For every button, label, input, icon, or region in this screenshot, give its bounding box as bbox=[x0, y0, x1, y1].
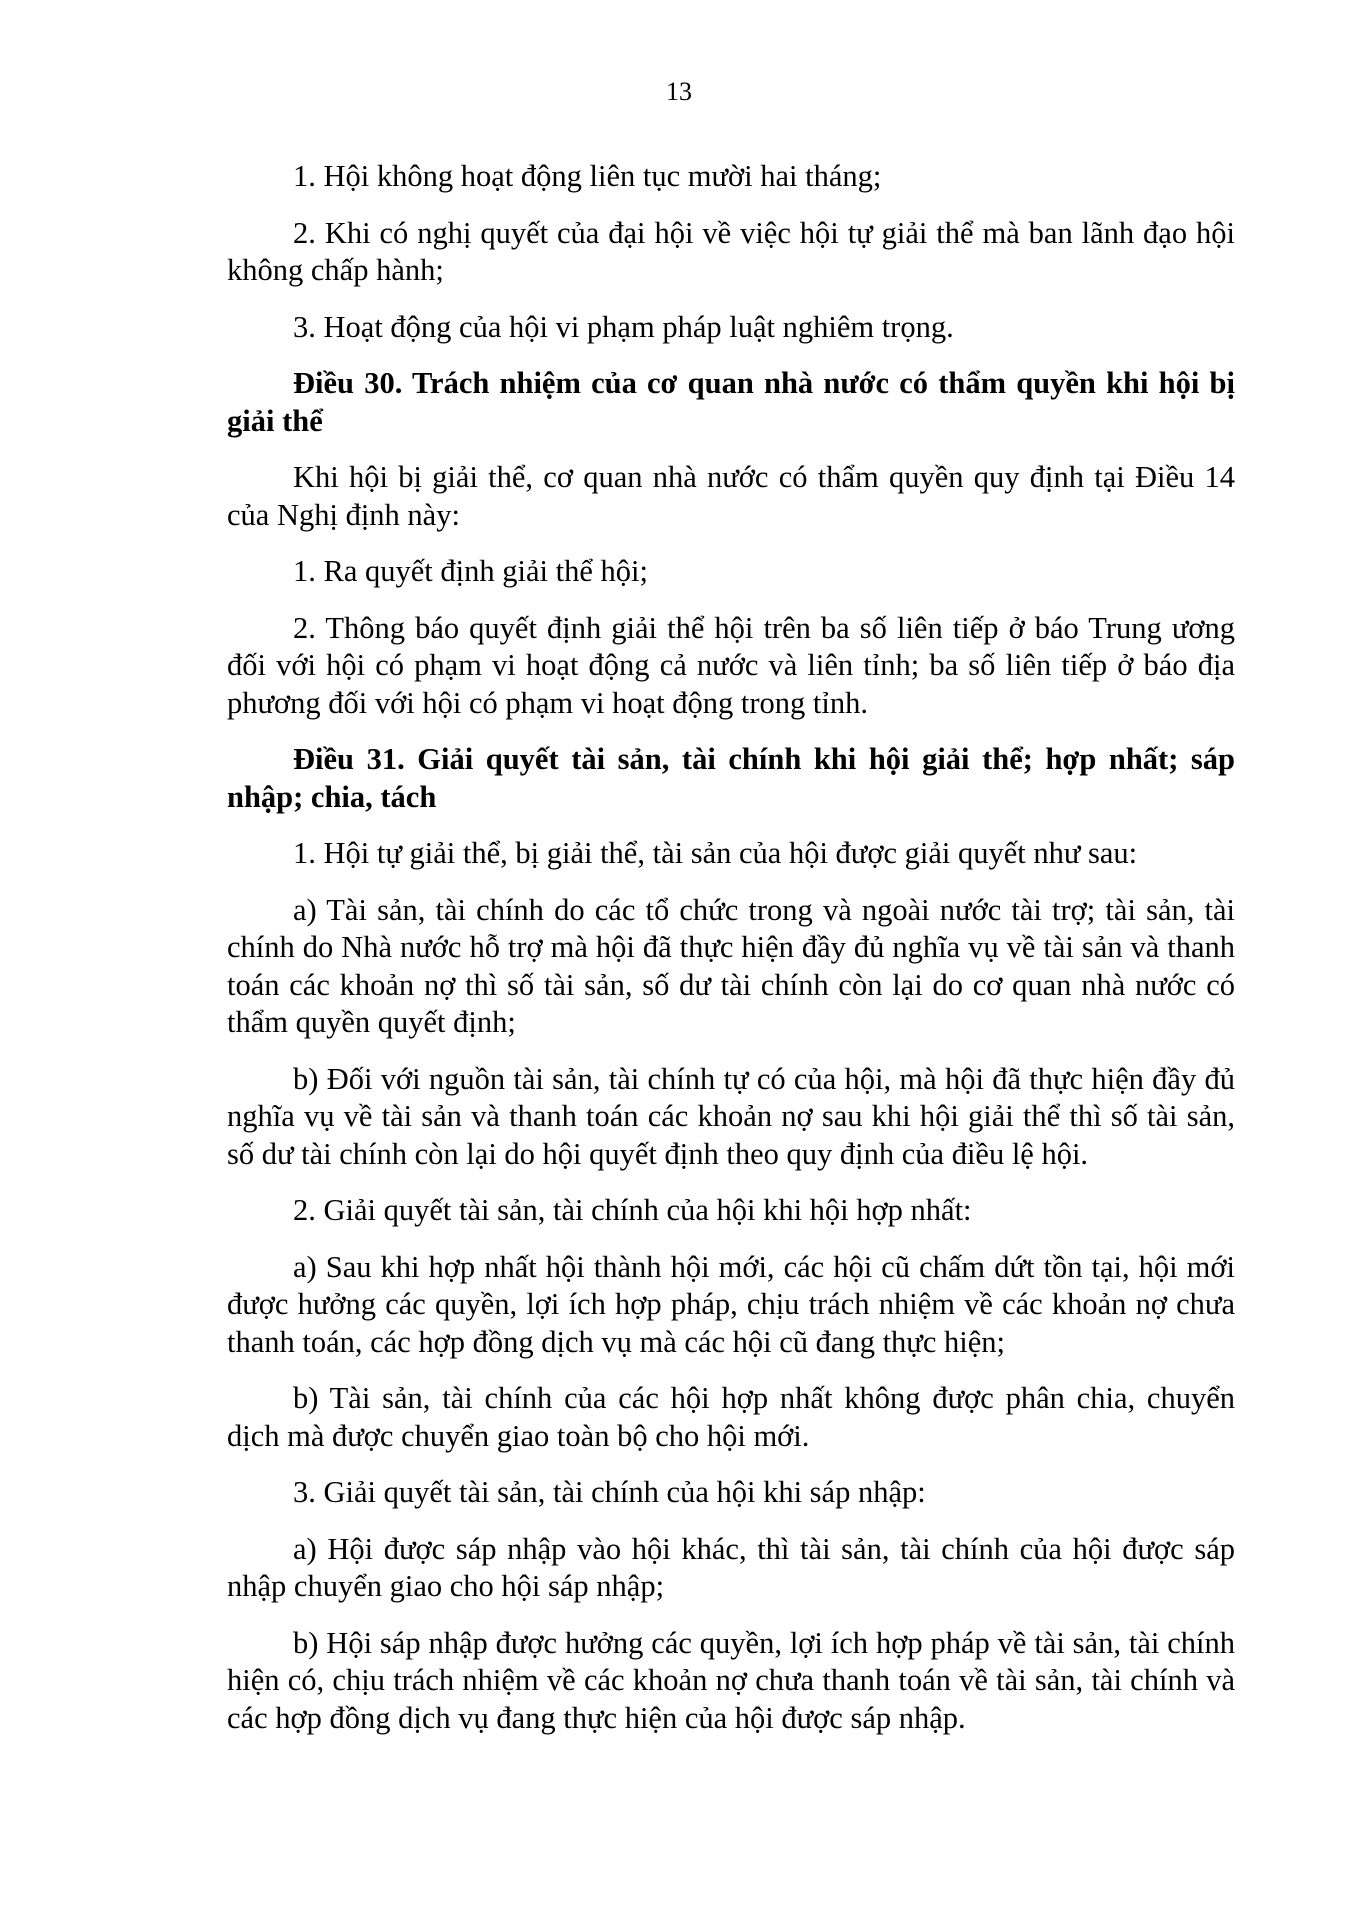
paragraph-article-31-item-1: 1. Hội tự giải thể, bị giải thể, tài sản của hội được giải quyết như sau: bbox=[293, 836, 1138, 870]
paragraph-article-30-intro: Khi hội bị giải thể, cơ quan nhà nước có thẩm quyền quy định tại Điều 14 của Nghị định này: bbox=[227, 460, 1235, 532]
article-30-heading: Điều 30. Trách nhiệm của cơ quan nhà nước có thẩm quyền khi hội bị giải thể bbox=[227, 366, 1235, 438]
paragraph-article-30-item-2: 2. Thông báo quyết định giải thể hội trên ba số liên tiếp ở báo Trung ương đối với hội có phạm vi hoạt động cả nước và liên tỉnh; ba số liên tiếp ở báo địa phương đối với hội có phạm vi hoạt động trong tỉnh. bbox=[227, 610, 1235, 720]
article-31-heading: Điều 31. Giải quyết tài sản, tài chính khi hội giải thể; hợp nhất; sáp nhập; chia, tách bbox=[227, 742, 1235, 814]
paragraph-article-31-item-3: 3. Giải quyết tài sản, tài chính của hội khi sáp nhập: bbox=[293, 1475, 926, 1509]
paragraph-article-30-item-1: 1. Ra quyết định giải thể hội; bbox=[293, 554, 648, 588]
paragraph-clause-3: 3. Hoạt động của hội vi phạm pháp luật nghiêm trọng. bbox=[293, 309, 954, 344]
paragraph-clause-2: 2. Khi có nghị quyết của đại hội về việc hội tự giải thể mà ban lãnh đạo hội không chấp hành; bbox=[227, 215, 1235, 287]
paragraph-clause-1: 1. Hội không hoạt động liên tục mười hai tháng; bbox=[293, 159, 882, 193]
paragraph-article-31-item-3a: a) Hội được sáp nhập vào hội khác, thì tài sản, tài chính của hội được sáp nhập chuyển giao cho hội sáp nhập; bbox=[227, 1531, 1235, 1603]
paragraph-article-31-item-3b: b) Hội sáp nhập được hưởng các quyền, lợi ích hợp pháp về tài sản, tài chính hiện có, chịu trách nhiệm về các khoản nợ chưa thanh toán về tài sản, tài chính và các hợp đồng dịch vụ đang thực hiện của hội được sáp nhập. bbox=[227, 1625, 1235, 1735]
document-body bbox=[227, 158, 1235, 1756]
paragraph-article-31-item-2b: b) Tài sản, tài chính của các hội hợp nhất không được phân chia, chuyển dịch mà được chuyển giao toàn bộ cho hội mới. bbox=[227, 1381, 1235, 1453]
paragraph-article-31-item-1b: b) Đối với nguồn tài sản, tài chính tự có của hội, mà hội đã thực hiện đầy đủ nghĩa vụ về tài sản và thanh toán các khoản nợ sau khi hội giải thể thì số tài sản, số dư tài chính còn lại do hội quyết định theo quy định của điều lệ hội. bbox=[227, 1061, 1235, 1171]
page-number: 13 bbox=[666, 77, 692, 106]
paragraph-article-31-item-1a: a) Tài sản, tài chính do các tổ chức trong và ngoài nước tài trợ; tài sản, tài chính do Nhà nước hỗ trợ mà hội đã thực hiện đầy đủ nghĩa vụ về tài sản và thanh toán các khoản nợ thì số tài sản, số dư tài chính còn lại do cơ quan nhà nước có thẩm quyền quyết định; bbox=[227, 892, 1235, 1039]
paragraph-article-31-item-2: 2. Giải quyết tài sản, tài chính của hội khi hội hợp nhất: bbox=[293, 1193, 972, 1227]
paragraph-article-31-item-2a: a) Sau khi hợp nhất hội thành hội mới, các hội cũ chấm dứt tồn tại, hội mới được hưởng các quyền, lợi ích hợp pháp, chịu trách nhiệm về các khoản nợ chưa thanh toán, các hợp đồng dịch vụ mà các hội cũ đang thực hiện; bbox=[227, 1249, 1235, 1359]
